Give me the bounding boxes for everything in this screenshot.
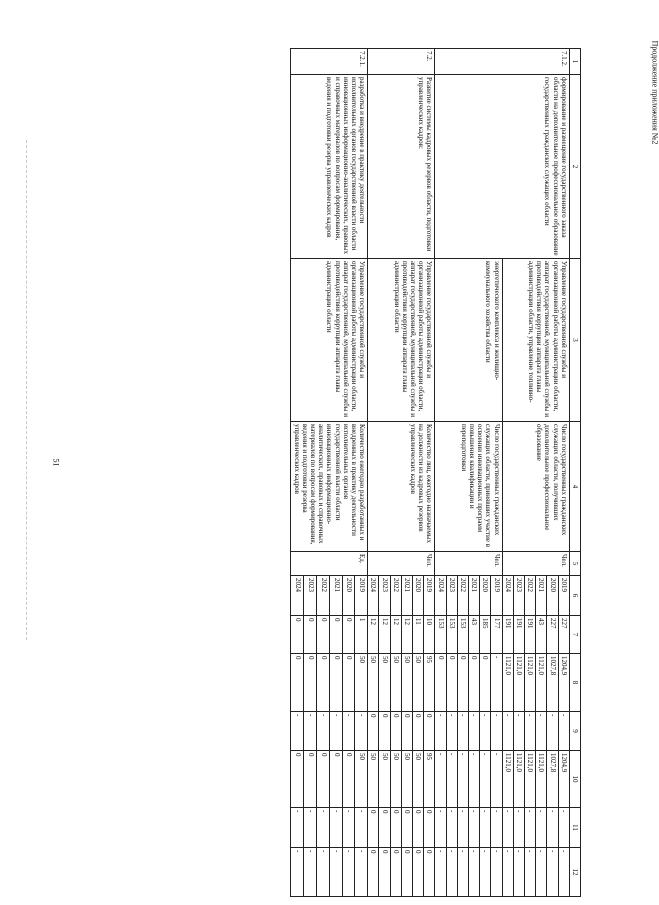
row-unit: Чел. (368, 552, 435, 576)
total-cell: - (491, 654, 502, 712)
total-cell: 95 (424, 654, 435, 712)
header-col-1: 1 (569, 49, 580, 75)
header-col-5: 5 (569, 552, 580, 576)
other-cell: - (502, 848, 513, 897)
total-cell: 50 (401, 654, 412, 712)
federal-cell: - (446, 712, 457, 751)
total-cell: 1121,0 (502, 654, 513, 712)
regional-cell: 95 (424, 751, 435, 808)
other-cell: 0 (401, 848, 412, 897)
year-cell: 2023 (379, 576, 390, 616)
federal-cell: - (355, 712, 368, 751)
regional-cell: 1121,0 (502, 751, 513, 808)
header-row (569, 49, 580, 897)
regional-cell: 1121,0 (536, 751, 547, 808)
year-cell: 2019 (558, 576, 569, 616)
other-cell: - (558, 848, 569, 897)
program-table (290, 48, 581, 897)
federal-cell: - (316, 712, 329, 751)
regional-cell: 1121,0 (513, 751, 524, 808)
regional-cell: 0 (329, 751, 342, 808)
federal-cell: - (435, 712, 446, 751)
total-cell: 50 (390, 654, 401, 712)
total-cell: 0 (342, 654, 355, 712)
regional-cell: 50 (368, 751, 379, 808)
federal-cell: 0 (390, 712, 401, 751)
total-cell: 0 (480, 654, 491, 712)
row-indicator: Количество ежегодно разработанных и внедренных в практику деятельности исполнительных органов государственной власти области инновационных информационно-аналитических, правовых и справочных материалов по вопросам формирования, ведения и подготовки резерва управленческих кадров (291, 422, 368, 552)
total-cell: 1027,8 (547, 654, 558, 712)
header-col-9: 9 (569, 712, 580, 751)
municipal-cell: - (480, 808, 491, 848)
federal-cell: - (457, 712, 468, 751)
value-cell: 191 (502, 616, 513, 654)
value-cell: 12 (379, 616, 390, 654)
header-col-10: 10 (569, 751, 580, 808)
year-cell: 2023 (446, 576, 457, 616)
row-unit: Чел. (502, 552, 569, 576)
municipal-cell: - (355, 808, 368, 848)
other-cell: - (446, 848, 457, 897)
other-cell: - (547, 848, 558, 897)
year-cell: 2022 (316, 576, 329, 616)
header-col-2: 2 (569, 75, 580, 259)
federal-cell: 0 (368, 712, 379, 751)
value-cell: 153 (435, 616, 446, 654)
table-row (558, 49, 569, 897)
year-cell: 2019 (355, 576, 368, 616)
regional-cell: - (491, 751, 502, 808)
header-col-4: 4 (569, 422, 580, 552)
regional-cell: 50 (390, 751, 401, 808)
year-cell: 2019 (491, 576, 502, 616)
year-cell: 2023 (513, 576, 524, 616)
rotated-table-wrapper (59, 48, 581, 896)
value-cell: 191 (524, 616, 535, 654)
value-cell: 12 (401, 616, 412, 654)
year-cell: 2024 (502, 576, 513, 616)
other-cell: - (524, 848, 535, 897)
municipal-cell: 0 (412, 808, 423, 848)
row-code: 7.2. (368, 49, 435, 75)
municipal-cell: - (435, 808, 446, 848)
other-cell: 0 (368, 848, 379, 897)
municipal-cell: - (502, 808, 513, 848)
continuation-note: Продолжение приложения №2 (650, 40, 659, 145)
year-cell: 2021 (468, 576, 479, 616)
federal-cell: - (480, 712, 491, 751)
total-cell: 1121,0 (524, 654, 535, 712)
value-cell: 185 (480, 616, 491, 654)
regional-cell: 50 (379, 751, 390, 808)
year-cell: 2022 (390, 576, 401, 616)
value-cell: 10 (424, 616, 435, 654)
row-title: формирование и размещение государственного заказа области на дополнительное профессиональное образование государственных гражданских служащих области (435, 75, 569, 259)
federal-cell: - (291, 712, 304, 751)
federal-cell: - (513, 712, 524, 751)
year-cell: 2021 (536, 576, 547, 616)
regional-cell: - (468, 751, 479, 808)
header-col-11: 11 (569, 808, 580, 848)
regional-cell: 0 (304, 751, 317, 808)
value-cell: 12 (390, 616, 401, 654)
year-cell: 2024 (368, 576, 379, 616)
header-col-8: 8 (569, 654, 580, 712)
row-executor-cont: энергетического комплекса и жилищно-коммунального хозяйства области (435, 259, 502, 422)
municipal-cell: 0 (379, 808, 390, 848)
row-executor: Управление государственной службы и организационной работы администрации области, аппарат государственной, муниципальной службы и противодействия коррупции аппарата главы администрации области (368, 259, 435, 422)
regional-cell: 0 (291, 751, 304, 808)
year-cell: 2023 (304, 576, 317, 616)
other-cell: - (342, 848, 355, 897)
municipal-cell: - (558, 808, 569, 848)
other-cell: 0 (390, 848, 401, 897)
regional-cell: - (446, 751, 457, 808)
year-cell: 2022 (457, 576, 468, 616)
value-cell: 227 (558, 616, 569, 654)
value-cell: 0 (316, 616, 329, 654)
municipal-cell: - (291, 808, 304, 848)
total-cell: 50 (412, 654, 423, 712)
municipal-cell: - (342, 808, 355, 848)
total-cell: 50 (355, 654, 368, 712)
total-cell: 0 (329, 654, 342, 712)
municipal-cell: - (316, 808, 329, 848)
other-cell: - (468, 848, 479, 897)
federal-cell: 0 (379, 712, 390, 751)
header-col-3: 3 (569, 259, 580, 422)
municipal-cell: - (304, 808, 317, 848)
federal-cell: - (558, 712, 569, 751)
table-row (355, 49, 368, 897)
other-cell: 0 (424, 848, 435, 897)
year-cell: 2021 (401, 576, 412, 616)
year-cell: 2020 (480, 576, 491, 616)
regional-cell: 0 (342, 751, 355, 808)
federal-cell: - (468, 712, 479, 751)
row-executor: Управление государственной службы и организационной работы администрации области, аппарат государственной, муниципальной службы и противодействия коррупции аппарата главы администрации области (291, 259, 368, 422)
total-cell: 50 (379, 654, 390, 712)
total-cell: 0 (304, 654, 317, 712)
value-cell: 153 (446, 616, 457, 654)
value-cell: 191 (513, 616, 524, 654)
value-cell: 12 (368, 616, 379, 654)
other-cell: 0 (379, 848, 390, 897)
total-cell: 0 (468, 654, 479, 712)
other-cell: - (304, 848, 317, 897)
row-code: 7.1.2. (435, 49, 569, 75)
value-cell: 0 (329, 616, 342, 654)
municipal-cell: - (524, 808, 535, 848)
header-col-7: 7 (569, 616, 580, 654)
municipal-cell: - (491, 808, 502, 848)
year-cell: 2024 (291, 576, 304, 616)
federal-cell: 0 (412, 712, 423, 751)
regional-cell: 0 (316, 751, 329, 808)
other-cell: - (513, 848, 524, 897)
federal-cell: - (547, 712, 558, 751)
other-cell: - (491, 848, 502, 897)
value-cell: 1 (355, 616, 368, 654)
regional-cell: - (435, 751, 446, 808)
row-unit: Ед. (291, 552, 368, 576)
total-cell: 50 (368, 654, 379, 712)
regional-cell: - (457, 751, 468, 808)
federal-cell: 0 (401, 712, 412, 751)
other-cell: - (355, 848, 368, 897)
row-indicator: Количество лиц, ежегодно назначаемых на должности из кадровых резервов управленческих кадров (368, 422, 435, 552)
total-cell: 0 (291, 654, 304, 712)
value-cell: 11 (412, 616, 423, 654)
year-cell: 2019 (424, 576, 435, 616)
municipal-cell: - (468, 808, 479, 848)
row-title: разработка и внедрение в практику деятельности исполнительных органов государственной власти области инновационных информационно-аналитических, правовых и справочных материалов по вопросам формирования, ведения и подготовки резерва управленческих кадров (291, 75, 368, 259)
municipal-cell: - (329, 808, 342, 848)
value-cell: 227 (547, 616, 558, 654)
other-cell: - (536, 848, 547, 897)
other-cell: - (329, 848, 342, 897)
total-cell: 0 (457, 654, 468, 712)
year-cell: 2022 (524, 576, 535, 616)
federal-cell: 0 (424, 712, 435, 751)
value-cell: 153 (457, 616, 468, 654)
regional-cell: 50 (355, 751, 368, 808)
federal-cell: - (342, 712, 355, 751)
total-cell: 0 (316, 654, 329, 712)
row-title: Развитие системы кадровых резервов области, подготовки управленческих кадров: (368, 75, 435, 259)
total-cell: 0 (446, 654, 457, 712)
other-cell: - (480, 848, 491, 897)
municipal-cell: - (536, 808, 547, 848)
year-cell: 2020 (547, 576, 558, 616)
value-cell: 43 (536, 616, 547, 654)
other-cell: - (457, 848, 468, 897)
regional-cell: 1204,9 (558, 751, 569, 808)
total-cell: 1204,9 (558, 654, 569, 712)
value-cell: 0 (342, 616, 355, 654)
row-indicator: Число государственных гражданских служащих области, принявших участие в освоении инновационных программ повышения квалификации и переподготовки (435, 422, 502, 552)
municipal-cell: - (513, 808, 524, 848)
municipal-cell: - (446, 808, 457, 848)
header-col-6: 6 (569, 576, 580, 616)
regional-cell: 50 (401, 751, 412, 808)
total-cell: 1121,0 (536, 654, 547, 712)
year-cell: 2021 (329, 576, 342, 616)
regional-cell: 1121,0 (524, 751, 535, 808)
year-cell: 2020 (412, 576, 423, 616)
value-cell: 43 (468, 616, 479, 654)
year-cell: 2020 (342, 576, 355, 616)
other-cell: - (435, 848, 446, 897)
federal-cell: - (491, 712, 502, 751)
total-cell: 0 (435, 654, 446, 712)
year-cell: 2024 (435, 576, 446, 616)
municipal-cell: - (547, 808, 558, 848)
municipal-cell: 0 (368, 808, 379, 848)
row-executor: Управление государственной службы и организационной работы администрации области, аппарат государственной, муниципальной службы и противодействия коррупции аппарата главы администрации области, управление топливно- (502, 259, 569, 422)
row-unit: Чел. (435, 552, 502, 576)
municipal-cell: 0 (390, 808, 401, 848)
total-cell: 1121,0 (513, 654, 524, 712)
other-cell: - (291, 848, 304, 897)
value-cell: 0 (291, 616, 304, 654)
page-number: 51 (51, 458, 61, 467)
municipal-cell: 0 (401, 808, 412, 848)
federal-cell: - (502, 712, 513, 751)
scan-artifact-line (26, 140, 28, 640)
federal-cell: - (329, 712, 342, 751)
row-indicator: Число государственных гражданских служащих области, получивших дополнительное профессиональное образование (502, 422, 569, 552)
regional-cell: 1027,8 (547, 751, 558, 808)
other-cell: 0 (412, 848, 423, 897)
municipal-cell: - (457, 808, 468, 848)
federal-cell: - (536, 712, 547, 751)
table-body (291, 49, 569, 897)
federal-cell: - (304, 712, 317, 751)
regional-cell: 50 (412, 751, 423, 808)
row-code: 7.2.1. (291, 49, 368, 75)
municipal-cell: 0 (424, 808, 435, 848)
other-cell: - (316, 848, 329, 897)
table-row (424, 49, 435, 897)
value-cell: 0 (304, 616, 317, 654)
header-col-12: 12 (569, 848, 580, 897)
regional-cell: - (480, 751, 491, 808)
value-cell: 177 (491, 616, 502, 654)
federal-cell: - (524, 712, 535, 751)
